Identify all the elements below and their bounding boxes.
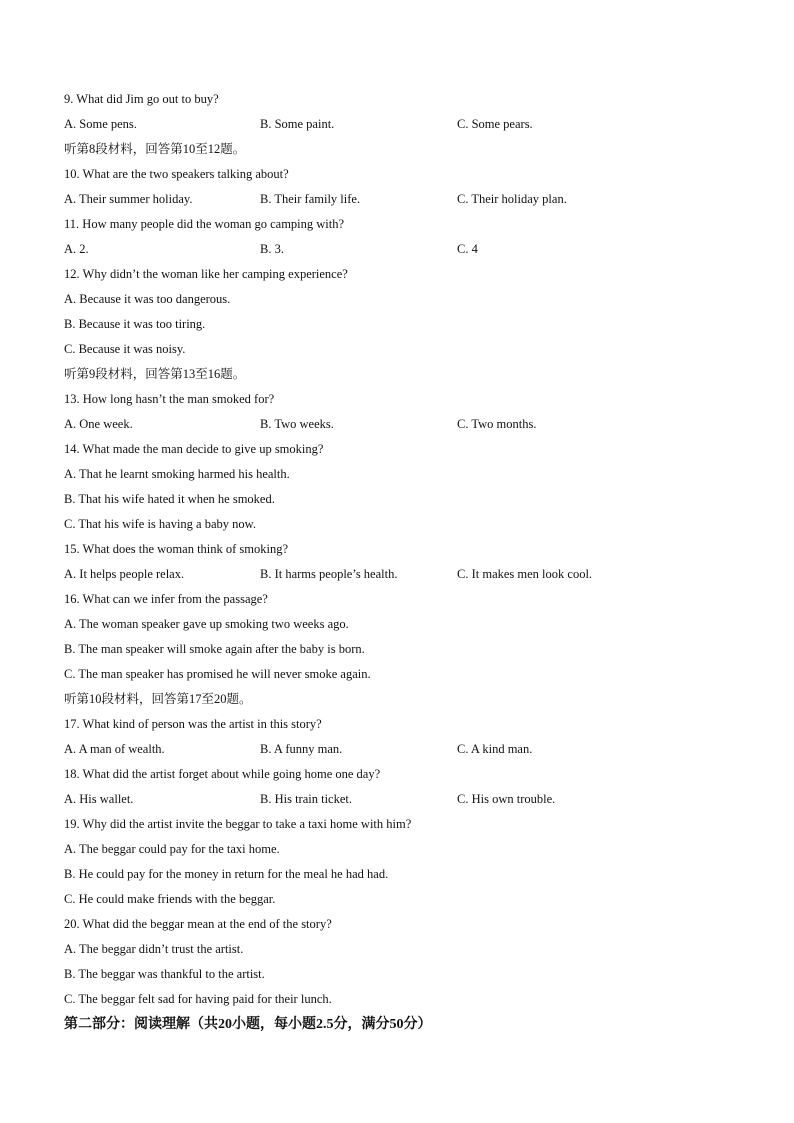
section-instruction: 听第10段材料，回答第17至20题。 [64,692,252,706]
answer-option: C. 4 [457,242,478,256]
options-row [64,562,744,587]
answer-option: B. A funny man. [260,742,343,756]
answer-option: C. Two months. [457,417,537,431]
text-line: 11. How many people did the woman go camping with? [64,217,345,231]
text-line: 13. How long hasn’t the man smoked for? [64,392,275,406]
text-line: C. The man speaker has promised he will never smoke again. [64,667,371,681]
text-line: 14. What made the man decide to give up smoking? [64,442,324,456]
answer-option: B. Some paint. [260,117,335,131]
answer-option: C. Some pears. [457,117,533,131]
text-line: 17. What kind of person was the artist in this story? [64,717,322,731]
answer-option: B. 3. [260,242,284,256]
text-line: 18. What did the artist forget about while going home one day? [64,767,381,781]
text-line: C. That his wife is having a baby now. [64,517,256,531]
answer-option: A. One week. [64,417,133,431]
text-line: 15. What does the woman think of smoking? [64,542,289,556]
text-line: A. The beggar didn’t trust the artist. [64,942,244,956]
answer-option: C. It makes men look cool. [457,567,593,581]
answer-option: A. Some pens. [64,117,137,131]
answer-option: B. His train ticket. [260,792,352,806]
options-row [64,737,744,762]
answer-option: A. A man of wealth. [64,742,165,756]
answer-option: C. His own trouble. [457,792,556,806]
text-line: A. That he learnt smoking harmed his health. [64,467,290,481]
section-instruction: 听第9段材料，回答第13至16题。 [64,367,246,381]
text-line: 9. What did Jim go out to buy? [64,92,219,106]
text-line: 12. Why didn’t the woman like her camping experience? [64,267,348,281]
text-line: C. Because it was noisy. [64,342,186,356]
answer-option: B. It harms people’s health. [260,567,398,581]
options-row [64,787,744,812]
answer-option: A. 2. [64,242,89,256]
text-line: A. The beggar could pay for the taxi home. [64,842,280,856]
text-line: B. Because it was too tiring. [64,317,206,331]
section-instruction: 听第8段材料，回答第10至12题。 [64,142,246,156]
text-line: A. Because it was too dangerous. [64,292,231,306]
answer-option: C. Their holiday plan. [457,192,567,206]
answer-option: B. Their family life. [260,192,361,206]
answer-option: B. Two weeks. [260,417,334,431]
text-line: 20. What did the beggar mean at the end of the story? [64,917,332,931]
text-line: B. That his wife hated it when he smoked. [64,492,275,506]
text-line: 10. What are the two speakers talking about? [64,167,289,181]
answer-option: A. Their summer holiday. [64,192,193,206]
answer-option: A. His wallet. [64,792,134,806]
options-row [64,237,744,262]
part-heading: 第二部分：阅读理解（共20小题，每小题2.5分，满分50分） [64,1017,432,1032]
answer-option: C. A kind man. [457,742,533,756]
options-row [64,412,744,437]
exam-content [64,87,744,1037]
text-line: C. He could make friends with the beggar. [64,892,276,906]
text-line: 16. What can we infer from the passage? [64,592,268,606]
text-line: B. The beggar was thankful to the artist. [64,967,265,981]
answer-option: A. It helps people relax. [64,567,185,581]
text-line: B. He could pay for the money in return for the meal he had had. [64,867,389,881]
text-line: 19. Why did the artist invite the beggar to take a taxi home with him? [64,817,412,831]
options-row [64,187,744,212]
text-line: A. The woman speaker gave up smoking two weeks ago. [64,617,349,631]
options-row [64,112,744,137]
text-line: C. The beggar felt sad for having paid for their lunch. [64,992,332,1006]
text-line: B. The man speaker will smoke again after the baby is born. [64,642,365,656]
